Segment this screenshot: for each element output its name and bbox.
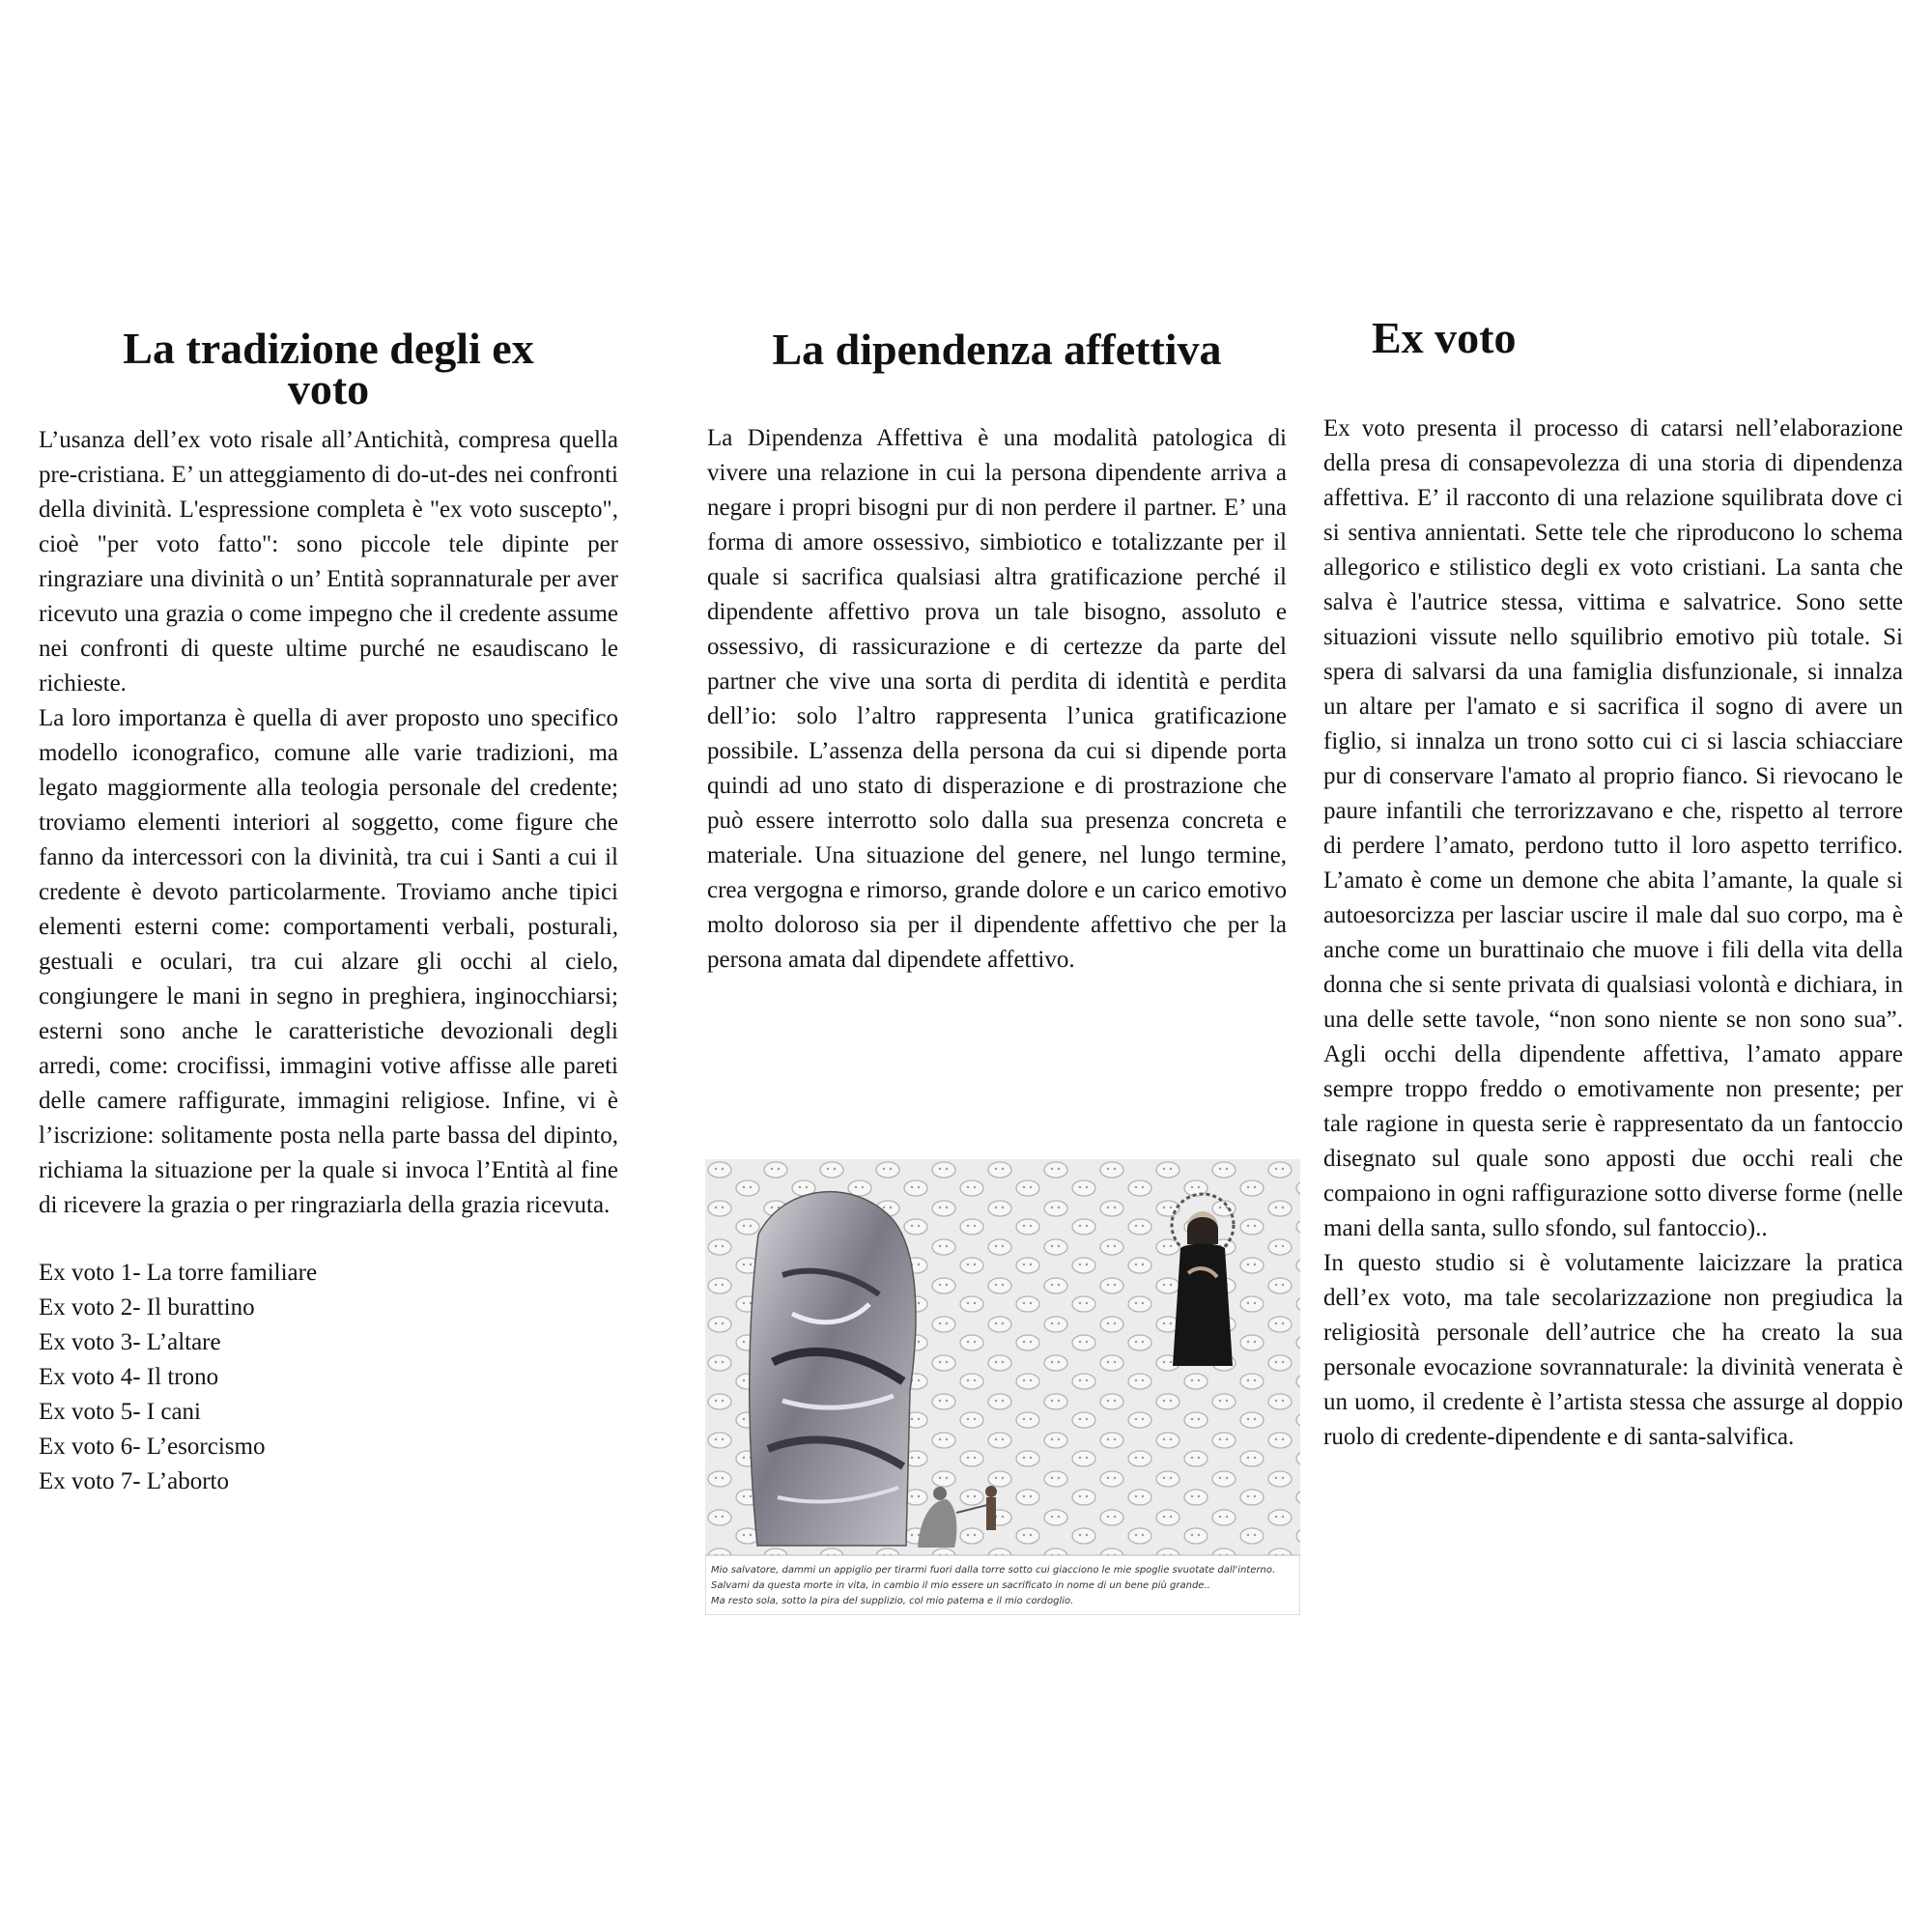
caption-line: Mio salvatore, dammi un appiglio per tirarmi fuori dalla torre sotto cui giacciono le mie spoglie svuotate dall'interno. <box>711 1565 1276 1576</box>
list-item: Ex voto 5- I cani <box>39 1399 202 1425</box>
list-item: Ex voto 4- Il trono <box>39 1364 219 1390</box>
tower-face <box>750 1192 916 1546</box>
column-ex-voto <box>1323 313 1903 1455</box>
paragraph: La loro importanza è quella di aver proposto uno specifico modello iconografico, comune alle varie tradizioni, ma legato maggiormente alla teologia personale del credente; troviamo elementi interiori al soggetto, come figure che fanno da intercessori con la divinità, tra cui i Santi a cui il credente è devoto particolarmente. Troviamo anche tipici elementi esterni come: comportamenti verbali, posturali, gestuali e oculari, tra cui alzare gli occhi al cielo, congiungere le mani in segno in preghiera, inginocchiarsi; esterni sono anche le caratteristiche devozionali degli arredi, come: crocifissi, immagini votive affisse alle pareti delle camere raffigurate, immagini religiose. Infine, vi è l’iscrizione: solitamente posta nella parte bassa del dipinto, richiama la situazione per la quale si invoca l’Entità al fine di ricevere la grazia o per ringraziarla della grazia ricevuta. <box>39 705 618 1218</box>
paragraph: La Dipendenza Affettiva è una modalità patologica di vivere una relazione in cui la persona dipendente arriva a negare i propri bisogni pur di non perdere il partner. E’ una forma di amore ossessivo, simbiotico e totalizzante per il quale si sacrifica qualsiasi altra gratificazione perché il dipendente affettivo prova un tale bisogno, assoluto e ossessivo, di rassicurazione e di certezze da parte del partner che vive una sorta di perdita di identità e perdita dell’io: solo l’altro rappresenta l’unica gratificazione possibile. L’assenza della persona da cui si dipende porta quindi ad uno stato di disperazione e di prostrazione che può essere interrotto solo dalla sua presenza concreta e materiale. Una situazione del genere, nel lungo termine, crea vergogna e rimorso, grande dolore e un carico emotivo molto doloroso sia per il dipendente affettivo che per la persona amata dal dipendete affettivo. <box>707 425 1287 973</box>
caption-line: Salvami da questa morte in vita, in cambio il mio essere un sacrificato in nome di un bene più grande.. <box>711 1580 1210 1591</box>
paragraph: Ex voto presenta il processo di catarsi nell’elaborazione della presa di consapevolezza di una storia di dipendenza affettiva. E’ il racconto di una relazione squilibrata dove ci si sentiva annientati. Sette tele che riproducono lo schema allegorico e stilistico degli ex voto cristiani. La santa che salva è l'autrice stessa, vittima e salvatrice. Sono sette situazioni vissute nello squilibrio emotivo più totale. Si spera di salvarsi da una famiglia disfunzionale, si innalza un altare per l'amato e si sacrifica il sogno di avere un figlio, si innalza un trono sotto cui ci si lascia schiacciare pur di conservare l'amato al proprio fianco. Si rievocano le paure infantili che terrorizzavano e che, rispetto al terrore di perdere l’amato, perdono tutto il loro aspetto terrifico. L’amato è come un demone che abita l’amante, la quale si autoesorcizza per lasciar uscire il male dal suo corpo, ma è anche come un burattinaio che muove i fili della vita della donna che si sente privata di qualsiasi volontà e dichiara, in una delle sette tavole, “non sono niente se non sono sua”. Agli occhi della dipendente affettiva, l’amato appare sempre troppo freddo o emotivamente non presente; per tale ragione in questa serie è rappresentato da un fantoccio disegnato sul quale sono apposti due occhi reali che compaiono in ogni raffigurazione sotto diverse forme (nelle mani della santa, sullo sfondo, sul fantoccio).. <box>1323 415 1903 1241</box>
caption-line: Ma resto sola, sotto la pira del supplizio, col mio patema e il mio cordoglio. <box>711 1596 1074 1606</box>
list-item: Ex voto 7- L’aborto <box>39 1468 229 1494</box>
paragraph: L’usanza dell’ex voto risale all’Antichità, compresa quella pre-cristiana. E’ un atteggiamento di do-ut-des nei confronti della divinità. L'espressione completa è "ex voto suscepto", cioè "per voto fatto": sono piccole tele dipinte per ringraziare una divinità o un’ Entità soprannaturale per aver ricevuto una grazia o come impegno che il credente assume nei confronti di queste ultime purché ne esaudiscano le richieste. <box>39 427 618 696</box>
heading-dipendenza: La dipendenza affettiva <box>772 325 1222 374</box>
list-item: Ex voto 1- La torre familiare <box>39 1260 318 1286</box>
heading-ex-voto: Ex voto <box>1372 313 1517 362</box>
heading-tradizione: La tradizione degli ex voto <box>123 324 534 413</box>
ex-voto-artwork <box>705 1159 1300 1615</box>
list-item: Ex voto 2- Il burattino <box>39 1294 255 1321</box>
paragraph: In questo studio si è volutamente laicizzare la pratica dell’ex voto, ma tale secolarizzazione non pregiudica la religiosità personale dell’autrice che ha creato la sua personale evocazione sovrannaturale: la divinità venerata è un uomo, il credente è l’artista stessa che assurge al doppio ruolo di credente-dipendente e di santa-salvifica. <box>1323 1250 1903 1450</box>
column-tradizione <box>39 324 618 1499</box>
column-dipendenza <box>707 325 1287 978</box>
artwork-image <box>705 1159 1300 1615</box>
ex-voto-list <box>39 1256 618 1499</box>
list-item: Ex voto 6- L’esorcismo <box>39 1434 266 1460</box>
list-item: Ex voto 3- L’altare <box>39 1329 221 1355</box>
